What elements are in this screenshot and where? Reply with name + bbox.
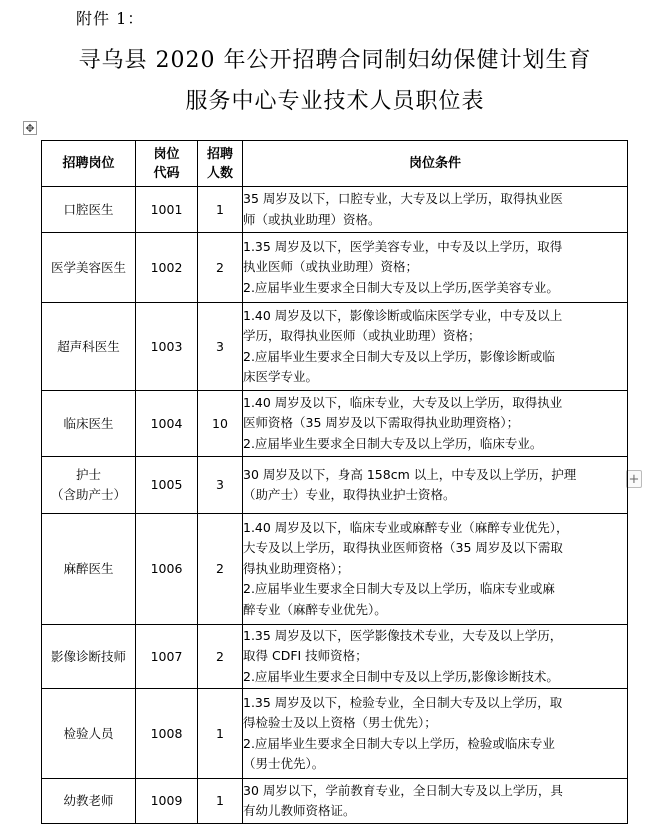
cell-position	[42, 514, 136, 625]
cell-conditions	[243, 689, 628, 779]
cell-count: 3	[198, 457, 243, 514]
cell-conditions	[243, 779, 628, 824]
position-text: 护士	[75, 467, 101, 482]
cell-code: 1009	[136, 779, 198, 824]
condition-line: 1.35 周岁及以下，医学影像技术专业，大专及以上学历，	[243, 627, 563, 643]
position-text: 检验人员	[63, 725, 114, 741]
cell-conditions	[243, 187, 628, 233]
position-text: 口腔医生	[63, 201, 114, 217]
table-header-row	[42, 141, 628, 187]
cell-code: 1003	[136, 303, 198, 391]
cell-code: 1005	[136, 457, 198, 514]
condition-line: 30 周岁以下，学前教育专业，全日制大专及以上学历，具	[243, 782, 563, 798]
header-conditions: 岗位条件	[243, 141, 628, 187]
cell-conditions	[243, 457, 628, 514]
cell-position	[42, 779, 136, 824]
cell-conditions	[243, 233, 628, 303]
move-icon[interactable]: ✥	[23, 121, 37, 135]
table-row	[42, 187, 628, 233]
position-text: 医学美容医生	[50, 259, 126, 275]
condition-line: 执业医师（或执业助理）资格；	[243, 259, 419, 275]
positions-table	[41, 140, 628, 824]
header-count-line-2: 人数	[206, 165, 233, 181]
condition-line: 师（或执业助理）资格。	[243, 211, 381, 227]
condition-line: 1.40 周岁及以下，临床专业或麻醉专业（麻醉专业优先），	[243, 519, 569, 535]
table-row	[42, 514, 628, 625]
condition-line: 1.35 周岁及以下，医学美容专业，中专及以上学历，取得	[243, 238, 563, 254]
header-code	[136, 141, 198, 187]
page-title-line-1: 寻乌县 2020 年公开招聘合同制妇幼保健计划生育	[78, 48, 592, 73]
cell-count: 2	[198, 625, 243, 689]
position-text: （含助产士）	[50, 487, 126, 502]
plus-icon[interactable]: +	[626, 470, 642, 488]
header-code-line-2: 代码	[153, 165, 180, 181]
cell-code: 1006	[136, 514, 198, 625]
condition-line: 大专及以上学历，取得执业医师资格（35 周岁及以下需取	[243, 540, 563, 556]
condition-line: 2.应届毕业生要求全日制大专及以上学历，临床专业或麻	[243, 581, 555, 597]
cell-count: 2	[198, 233, 243, 303]
condition-line: 取得 CDFI 技师资格；	[243, 648, 368, 664]
condition-line: 2.应届毕业生要求全日制中专及以上学历,影像诊断技术。	[243, 668, 559, 684]
position-text: 超声科医生	[57, 338, 120, 354]
condition-line: （助产士）专业，取得执业护士资格。	[243, 487, 456, 502]
condition-line: 2.应届毕业生要求全日制大专及以上学历，临床专业。	[243, 435, 543, 451]
condition-line: 医师资格（35 周岁及以下需取得执业助理资格）；	[243, 415, 520, 431]
cell-position	[42, 457, 136, 514]
cell-position	[42, 187, 136, 233]
condition-line: （男士优先）。	[243, 756, 325, 771]
cell-conditions	[243, 391, 628, 457]
header-code-line-1: 岗位	[153, 146, 180, 162]
table-row	[42, 779, 628, 824]
cell-code: 1004	[136, 391, 198, 457]
cell-code: 1007	[136, 625, 198, 689]
cell-conditions	[243, 303, 628, 391]
condition-line: 2.应届毕业生要求全日制大专及以上学历，影像诊断或临	[243, 348, 555, 364]
position-text: 麻醉医生	[63, 561, 114, 576]
condition-line: 1.35 周岁及以下，检验专业，全日制大专及以上学历，取	[243, 694, 563, 710]
table-row	[42, 625, 628, 689]
table-row	[42, 233, 628, 303]
cell-position	[42, 391, 136, 457]
cell-count: 1	[198, 779, 243, 824]
cell-count: 1	[198, 187, 243, 233]
condition-line: 2.应届毕业生要求全日制大专以上学历，检验或临床专业	[243, 735, 555, 751]
attachment-label: 附件 1：	[76, 9, 145, 28]
cell-code: 1002	[136, 233, 198, 303]
cell-conditions	[243, 514, 628, 625]
table-row	[42, 391, 628, 457]
condition-line: 醉专业（麻醉专业优先）。	[243, 601, 387, 617]
page-title-line-2: 服务中心专业技术人员职位表	[185, 89, 485, 114]
condition-line: 学历，取得执业医师（或执业助理）资格；	[243, 328, 481, 343]
condition-line: 得执业助理资格）；	[243, 560, 350, 576]
position-text: 影像诊断技师	[50, 648, 126, 664]
cell-count: 3	[198, 303, 243, 391]
condition-line: 1.40 周岁及以下，影像诊断或临床医学专业，中专及以上	[243, 307, 563, 323]
cell-code: 1001	[136, 187, 198, 233]
cell-position	[42, 689, 136, 779]
cell-count: 1	[198, 689, 243, 779]
cell-count: 10	[198, 391, 243, 457]
condition-line: 30 周岁及以下，身高 158cm 以上，中专及以上学历，护理	[243, 466, 577, 482]
table-row	[42, 689, 628, 779]
cell-code: 1008	[136, 689, 198, 779]
position-text: 临床医生	[63, 415, 114, 431]
position-text: 幼教老师	[63, 793, 114, 808]
condition-line: 有幼儿教师资格证。	[243, 803, 356, 818]
condition-line: 35 周岁及以下，口腔专业，大专及以上学历，取得执业医	[243, 191, 563, 206]
header-position: 招聘岗位	[42, 141, 136, 187]
header-count-line-1: 招聘	[206, 146, 233, 162]
condition-line: 得检验士及以上资格（男士优先）；	[243, 715, 437, 730]
condition-line: 床医学专业。	[243, 369, 319, 384]
condition-line: 2.应届毕业生要求全日制大专及以上学历,医学美容专业。	[243, 279, 559, 295]
cell-position	[42, 625, 136, 689]
condition-line: 1.40 周岁及以下，临床专业，大专及以上学历，取得执业	[243, 394, 563, 410]
cell-position	[42, 233, 136, 303]
cell-count: 2	[198, 514, 243, 625]
table-row	[42, 303, 628, 391]
cell-position	[42, 303, 136, 391]
header-count	[198, 141, 243, 187]
cell-conditions	[243, 625, 628, 689]
table-row	[42, 457, 628, 514]
